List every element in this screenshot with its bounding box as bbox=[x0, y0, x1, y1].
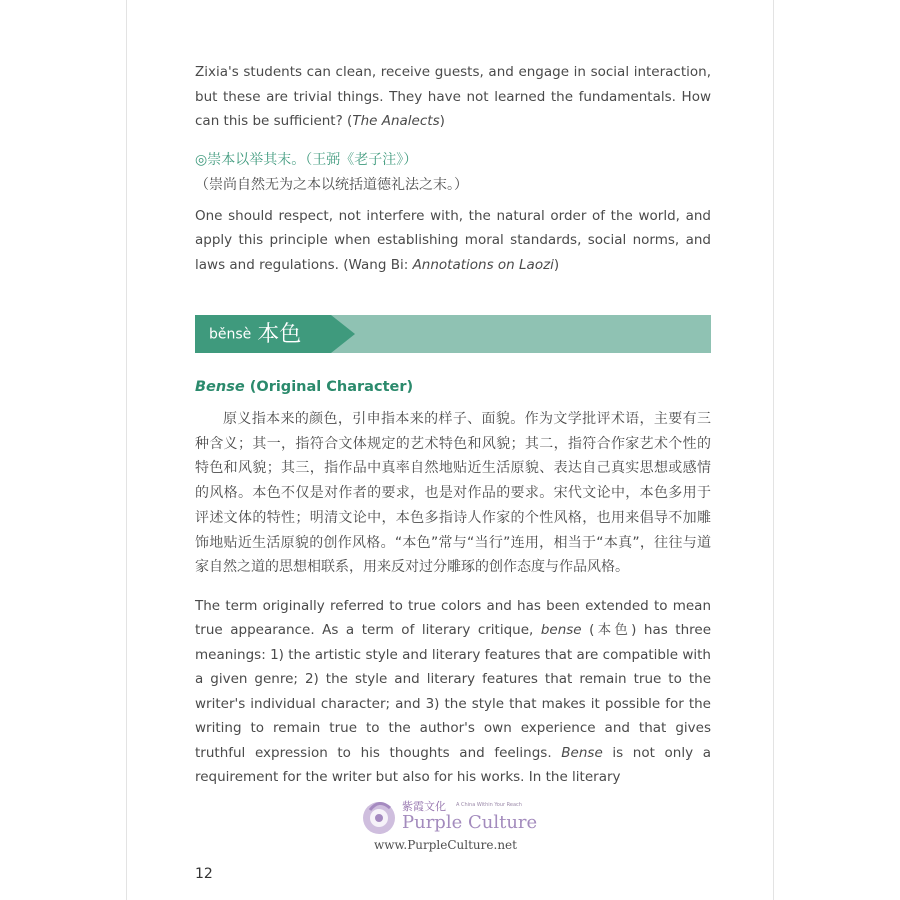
english-definition-part-2: (本色) has three meanings: 1) the artistic style and literary features that are compatible with a given genre; 2) the style and literary features that remain true to the writer's individual character; and 3) the style that makes it possible for the writing to remain true to the author's own experience and that gives truthful expression to his thoughts and feelings. bbox=[195, 622, 711, 761]
intro-paragraph-1-end: ) bbox=[439, 113, 445, 129]
watermark-url: www.PurpleCulture.net bbox=[374, 838, 517, 852]
watermark-tagline: A China Within Your Reach bbox=[456, 802, 522, 808]
english-definition bbox=[195, 594, 711, 790]
chinese-quote-explanation: （崇尚自然无为之本以统括道德礼法之末。） bbox=[195, 176, 468, 193]
page-content bbox=[195, 60, 711, 790]
intro-paragraph-1 bbox=[195, 60, 711, 134]
term-banner bbox=[195, 315, 711, 353]
english-definition-term: bense bbox=[540, 622, 582, 639]
page-number: 12 bbox=[195, 866, 213, 882]
source-annotations-on-laozi: Annotations on Laozi bbox=[412, 256, 554, 273]
intro-paragraph-2-text: One should respect, not interfere with, the natural order of the world, and apply this principle when establishing moral standards, social norms, and laws and regulations. (Wang Bi: bbox=[195, 207, 711, 273]
english-definition-term-2: Bense bbox=[561, 744, 603, 761]
term-banner-arrow bbox=[331, 315, 355, 353]
intro-paragraph-2-end: ) bbox=[553, 256, 560, 273]
term-heading bbox=[195, 379, 711, 395]
term-pinyin: běnsè bbox=[209, 326, 252, 343]
book-page bbox=[126, 0, 774, 900]
chinese-definition: 原义指本来的颜色，引申指本来的样子、面貌。作为文学批评术语，主要有三种含义；其一，指符合文体规定的艺术特色和风貌；其二，指符合作家艺术个性的特色和风貌；其三，指作品中真率自然地贴近生活原貌、表达自己真实思想或感情的风格。本色不仅是对作者的要求，也是对作品的要求。宋代文论中，本色多用于评述文体的特性；明清文论中，本色多指诗人作家的个性风格，也用来倡导不加雕饰地贴近生活原貌的创作风格。“本色”常与“当行”连用，相当于“本真”，往往与道家自然之道的思想相联系，用来反对过分雕琢的创作态度与作品风格。 bbox=[195, 411, 711, 576]
watermark-brand: Purple Culture bbox=[402, 812, 538, 833]
intro-paragraph-2 bbox=[195, 204, 711, 278]
purple-culture-logo-icon bbox=[360, 796, 398, 838]
term-heading-italic: Bense bbox=[195, 379, 245, 395]
term-hanzi: 本色 bbox=[257, 321, 302, 347]
english-definition-part-3: is not only a requirement for the writer but also for his works. In the literary bbox=[195, 744, 711, 786]
intro-paragraph-1-text: Zixia's students can clean, receive guests, and engage in social interaction, but these are trivial things. They have not learned the fundamentals. How can this be sufficient? ( bbox=[195, 64, 711, 129]
term-banner-text bbox=[209, 315, 301, 353]
watermark-chinese: 紫霞文化 bbox=[402, 800, 446, 813]
term-heading-rest: (Original Character) bbox=[244, 379, 414, 395]
english-definition-part-1: The term originally referred to true colors and has been extended to mean true appearance. As a term of literary critique, bbox=[195, 597, 711, 639]
source-the-analects: The Analects bbox=[352, 113, 440, 129]
chinese-quote: ◎崇本以举其末。（王弼《老子注》） bbox=[195, 151, 418, 168]
purple-culture-watermark bbox=[360, 796, 560, 856]
